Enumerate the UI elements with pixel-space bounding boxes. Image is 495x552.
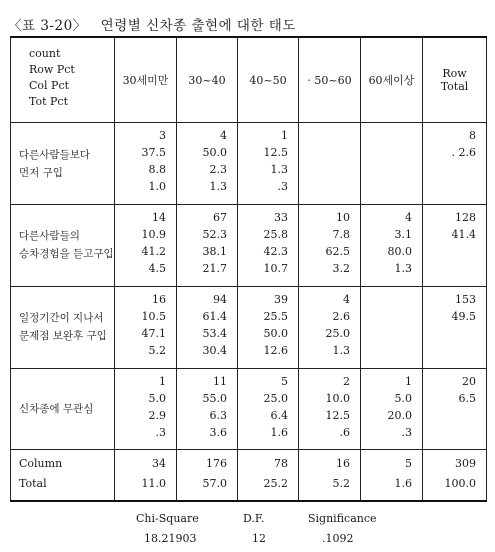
table-cell [238,123,299,205]
cell-col-pct: 6.4 [270,408,288,422]
row-label-line: 다른사람들보다 [19,148,91,161]
df-label: D.F. [243,512,265,525]
row-total-cell [423,205,487,287]
row-total-cell [423,286,487,368]
table-cell [115,286,177,368]
cell-tot-pct: 3.2 [332,262,350,276]
cell-row-pct: 25.0 [263,391,288,405]
cell-row-pct: 10.9 [141,228,166,242]
column-total-label [11,450,115,501]
cell-col-pct: 50.0 [263,326,288,340]
cell-col-pct: 2.3 [209,163,227,177]
cell-col-pct: 6.3 [209,408,227,422]
cell-tot-pct: .6 [339,425,350,439]
table-cell [115,123,177,205]
cell-tot-pct: .3 [155,425,166,439]
cell-col-pct: 53.4 [202,326,227,340]
row-total-pct: 41.4 [451,228,476,242]
table-cell [177,286,238,368]
significance-value: .1092 [322,532,354,545]
cell-tot-pct: 3.6 [209,425,227,439]
table-cell [177,368,238,450]
cell-row-pct: 3.1 [394,228,412,242]
cell-row-pct: 61.4 [202,309,227,323]
stub-line: count [29,47,61,60]
column-header: 30~40 [177,37,238,123]
table-cell [115,368,177,450]
row-total-header-line: Total [440,80,469,94]
column-header: · 50~60 [299,37,361,123]
table-row [11,368,487,450]
cell-col-pct: 62.5 [325,245,350,259]
cell-row-pct: 55.0 [202,391,227,405]
column-total-pct: 25.2 [263,477,288,491]
table-cell-empty [361,123,423,205]
header-row [11,37,487,123]
cell-count: 1 [281,129,288,143]
row-total-pct: 49.5 [451,309,476,323]
crosstab-table [10,36,487,502]
column-total-cell [361,450,423,501]
cell-tot-pct: 1.0 [148,180,166,194]
cell-row-pct: 25.5 [263,309,288,323]
cell-row-pct: 5.0 [394,391,412,405]
column-total-cell [299,450,361,501]
row-total-header-line: Row [442,67,467,81]
cell-col-pct: 1.3 [270,163,288,177]
grand-total-cell [423,450,487,501]
cell-col-pct: 20.0 [387,408,412,422]
cell-count: 67 [213,211,227,225]
df-value: 12 [252,532,266,545]
row-label [11,368,115,450]
cell-count: 39 [274,292,288,306]
column-total-pct: 57.0 [202,477,227,491]
cell-row-pct: 2.6 [332,309,350,323]
cell-tot-pct: 1.3 [394,262,412,276]
cell-row-pct: 7.8 [332,228,350,242]
column-total-cell [238,450,299,501]
table-number: 〈표 3-20〉 [8,18,87,34]
table-cell [177,123,238,205]
column-total-label-line: Column [19,457,63,471]
cell-col-pct: 2.9 [148,408,166,422]
significance-label: Significance [308,512,377,525]
cell-col-pct: 12.5 [325,408,350,422]
column-header: 60세이상 [361,37,423,123]
cell-col-pct: 25.0 [325,326,350,340]
chi-square-value: 18.21903 [144,532,197,545]
row-label-line: 문제점 보완후 구입 [19,330,107,343]
cell-col-pct: 8.8 [148,163,166,177]
table-cell [115,205,177,287]
column-header: 30세미만 [115,37,177,123]
stub-line: Row Pct [29,63,75,76]
cell-count: 11 [213,374,227,388]
cell-row-pct: 12.5 [263,146,288,160]
cell-col-pct: 41.2 [141,245,166,259]
table-row [11,123,487,205]
table-cell [177,205,238,287]
column-total-row [11,450,487,501]
table-cell [361,205,423,287]
column-header: 40~50 [238,37,299,123]
grand-total-count: 309 [455,457,476,471]
cell-tot-pct: 1.6 [270,425,288,439]
cell-row-pct: 10.0 [325,391,350,405]
cell-col-pct: 80.0 [387,245,412,259]
row-total-cell [423,368,487,450]
cell-count: 94 [213,292,227,306]
row-label-line: 승차경험을 듣고구입 [19,248,114,261]
column-total-count: 16 [336,457,350,471]
column-total-count: 5 [405,457,412,471]
cell-count: 10 [336,211,350,225]
cell-count: 4 [343,292,350,306]
cell-count: 16 [152,292,166,306]
row-total-header [423,37,487,123]
cell-count: 2 [343,374,350,388]
cell-row-pct: 50.0 [202,146,227,160]
row-label-line: 신차종에 무관심 [19,402,94,415]
cell-tot-pct: 12.6 [263,343,288,357]
stub-line: Tot Pct [29,95,69,108]
cell-tot-pct: .3 [401,425,412,439]
cell-tot-pct: 10.7 [263,262,288,276]
row-total-count: 128 [455,211,476,225]
table-cell [299,286,361,368]
row-total-count: 8 [469,129,476,143]
cell-row-pct: 52.3 [202,228,227,242]
cell-tot-pct: 5.2 [148,343,166,357]
chi-square-label: Chi-Square [136,512,199,525]
cell-count: 1 [405,374,412,388]
row-label [11,286,115,368]
row-label [11,123,115,205]
row-total-cell [423,123,487,205]
cell-count: 5 [281,374,288,388]
table-cell-empty [361,286,423,368]
table-row [11,286,487,368]
cell-tot-pct: 30.4 [202,343,227,357]
cell-tot-pct: 1.3 [332,343,350,357]
cell-count: 14 [152,211,166,225]
column-total-count: 78 [274,457,288,471]
stub-line: Col Pct [29,79,70,92]
grand-total-pct: 100.0 [444,477,476,491]
column-total-label-line: Total [19,477,47,491]
cell-row-pct: 5.0 [148,391,166,405]
cell-row-pct: 37.5 [141,146,166,160]
row-label-line: 먼저 구입 [19,166,63,179]
table-cell [238,368,299,450]
table-cell [238,286,299,368]
row-total-pct: . 2.6 [451,146,476,160]
row-total-count: 20 [462,374,476,388]
cell-count: 3 [159,129,166,143]
column-total-pct: 5.2 [332,477,350,491]
cell-col-pct: 38.1 [202,245,227,259]
row-label [11,205,115,287]
cell-tot-pct: .3 [277,180,288,194]
row-label-line: 다른사람들의 [19,230,80,243]
cell-count: 4 [405,211,412,225]
cell-row-pct: 10.5 [141,309,166,323]
cell-col-pct: 42.3 [263,245,288,259]
column-total-pct: 11.0 [141,477,166,491]
column-total-count: 34 [152,457,166,471]
table-cell [299,205,361,287]
cell-count: 1 [159,374,166,388]
table-caption [8,14,296,34]
cell-count: 4 [220,129,227,143]
cell-tot-pct: 4.5 [148,262,166,276]
table-cell [361,368,423,450]
cell-tot-pct: 21.7 [202,262,227,276]
table-title: 연령별 신차종 출현에 대한 태도 [100,18,296,34]
row-label-line: 일정기간이 지나서 [19,312,104,325]
cell-tot-pct: 1.3 [209,180,227,194]
table-row [11,205,487,287]
cell-col-pct: 47.1 [141,326,166,340]
column-total-pct: 1.6 [394,477,412,491]
stub-header [11,37,115,123]
table-cell [238,205,299,287]
row-total-count: 153 [455,292,476,306]
column-total-count: 176 [206,457,227,471]
cell-row-pct: 25.8 [263,228,288,242]
table-cell [299,368,361,450]
column-total-cell [115,450,177,501]
column-total-cell [177,450,238,501]
row-total-pct: 6.5 [458,391,476,405]
cell-count: 33 [274,211,288,225]
table-cell-empty [299,123,361,205]
